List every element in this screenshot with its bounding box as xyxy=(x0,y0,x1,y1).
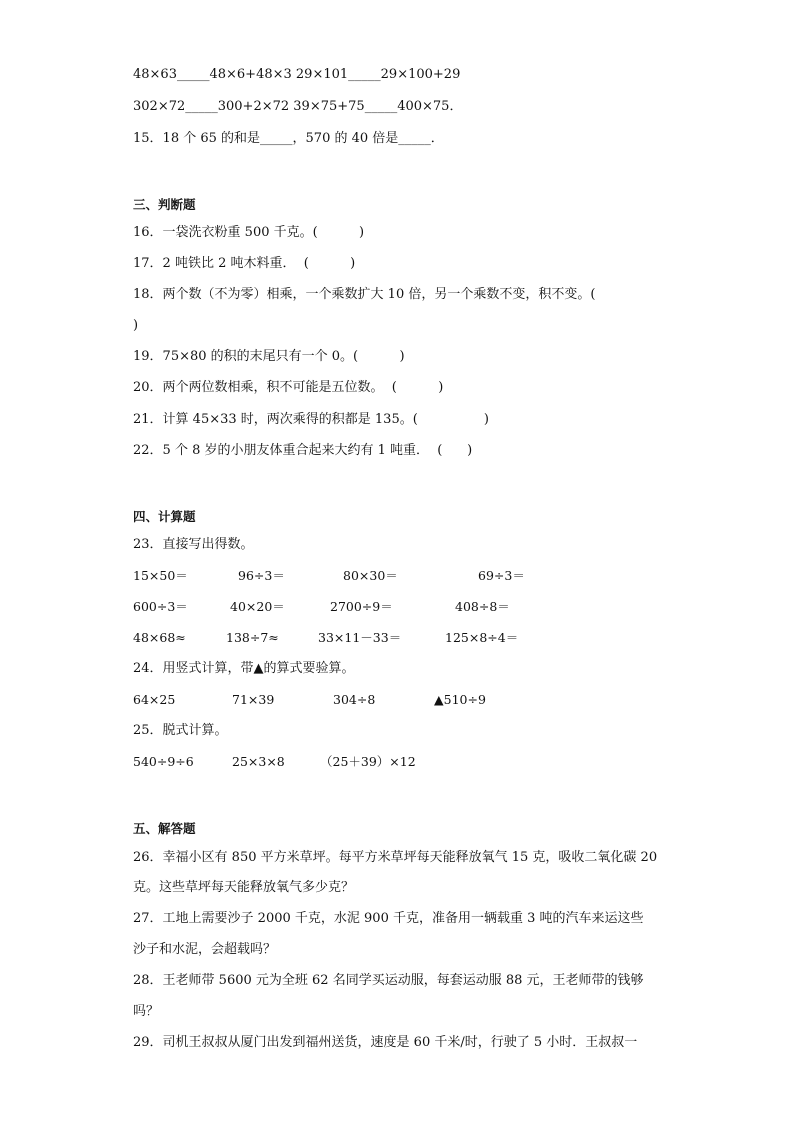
q24-text: 24．用竖式计算，带▲的算式要验算。 xyxy=(133,661,355,676)
q21-text: 21．计算 45×33 时，两次乘得的积都是 135。( ) xyxy=(133,412,489,427)
q15-text: 15．18 个 65 的和是_____，570 的 40 倍是_____． xyxy=(133,131,444,146)
q28-text: 28．王老师带 5600 元为全班 62 名同学买运动服，每套运动服 88 元，王老师带的钱够 xyxy=(133,973,644,988)
q24-item-3: 304÷8 xyxy=(333,692,376,707)
q18-text-cont: ) xyxy=(133,318,139,333)
q25-item-3: （25＋39）×12 xyxy=(320,754,416,769)
q23-r1-c1: 15×50＝ xyxy=(133,568,188,583)
q28-text-cont: 吗？ xyxy=(133,1004,160,1019)
q20-text: 20．两个两位数相乘，积不可能是五位数。 ( ) xyxy=(133,380,444,395)
q27-text: 27．工地上需要沙子 2000 千克，水泥 900 千克，准备用一辆载重 3 吨的汽车来运这些 xyxy=(133,911,644,926)
q23-r3-c3: 33×11－33＝ xyxy=(318,630,402,645)
section4-heading: 四、计算题 xyxy=(133,509,196,524)
q16-text: 16．一袋洗衣粉重 500 千克。( ) xyxy=(133,225,365,240)
q27-text-cont: 沙子和水泥，会超载吗？ xyxy=(133,942,277,957)
q22-text: 22．5 个 8 岁的小朋友体重合起来大约有 1 吨重． ( ) xyxy=(133,443,473,458)
section3-heading: 三、判断题 xyxy=(133,197,196,212)
q19-text: 19．75×80 的积的末尾只有一个 0。( ) xyxy=(133,349,405,364)
q23-r3-c4: 125×8÷4＝ xyxy=(445,630,519,645)
q23-text: 23．直接写出得数。 xyxy=(133,537,254,552)
q23-r2-c1: 600÷3＝ xyxy=(133,599,188,614)
q23-r3-c2: 138÷7≈ xyxy=(226,630,279,645)
q25-text: 25．脱式计算。 xyxy=(133,723,228,738)
q23-r2-c3: 2700÷9＝ xyxy=(330,599,393,614)
q26-text: 26．幸福小区有 850 平方米草坪。每平方米草坪每天能释放氧气 15 克，吸收二氧化碳 20 xyxy=(133,850,658,865)
q25-item-2: 25×3×8 xyxy=(232,754,285,769)
q24-item-1: 64×25 xyxy=(133,692,176,707)
q23-r2-c4: 408÷8＝ xyxy=(455,599,510,614)
q25-item-1: 540÷9÷6 xyxy=(133,754,194,769)
q29-text: 29．司机王叔叔从厦门出发到福州送货，速度是 60 千米/时，行驶了 5 小时．王叔叔一 xyxy=(133,1035,638,1050)
q23-r1-c2: 96÷3＝ xyxy=(238,568,285,583)
q14-line-2: 302×72_____300+2×72 39×75+75_____400×75． xyxy=(133,99,463,114)
q23-r3-c1: 48×68≈ xyxy=(133,630,186,645)
q24-item-2: 71×39 xyxy=(232,692,275,707)
q17-text: 17．2 吨铁比 2 吨木料重． ( ) xyxy=(133,256,356,271)
q24-item-4: ▲510÷9 xyxy=(434,692,486,707)
q23-r1-c3: 80×30＝ xyxy=(343,568,398,583)
section5-heading: 五、解答题 xyxy=(133,821,196,836)
q26-text-cont: 克。这些草坪每天能释放氧气多少克？ xyxy=(133,880,355,895)
q23-r1-c4: 69÷3＝ xyxy=(478,568,525,583)
q23-r2-c2: 40×20＝ xyxy=(230,599,285,614)
q14-line-1: 48×63_____48×6+48×3 29×101_____29×100+29 xyxy=(133,67,461,82)
q18-text: 18．两个数（不为零）相乘，一个乘数扩大 10 倍，另一个乘数不变，积不变。( xyxy=(133,287,596,302)
